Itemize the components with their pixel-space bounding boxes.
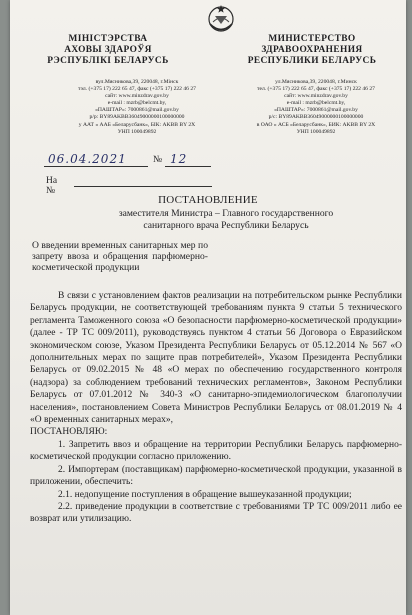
handwritten-number: 12 — [170, 152, 188, 166]
document-title: ПОСТАНОВЛЕНИЕ — [158, 194, 258, 206]
contact-line: УНП 100049892 — [296, 128, 336, 135]
paragraph-item-2: 2. Импортерам (поставщикам) парфюмерно-косметической продукции, указанной в приложении, обеспечить: — [30, 464, 402, 488]
org-line: МИНИСТЕРСТВО — [268, 34, 356, 44]
contact-line: в ОАО « АСБ «Беларусбанк», БИК: AKBB BY 2X — [256, 121, 376, 128]
on-number-line — [74, 186, 212, 187]
number-line — [165, 166, 211, 167]
number-sign: № — [153, 155, 163, 165]
contact-line: «ПАШТАР»: 7000861@mail.gov.by — [95, 107, 179, 114]
ministry-name-russian — [242, 34, 382, 67]
paragraph-item-1: 1. Запретить ввоз и обращение на территории Республики Беларусь парфюмерно-косметической продукции согласно приложению. — [30, 439, 402, 463]
org-line: РЕСПУБЛИКИ БЕЛАРУСЬ — [247, 56, 377, 66]
contact-line: сайт: www.minzdrav.gov.by — [105, 93, 169, 100]
org-line: АХОВЫ ЗДАРОЎЯ — [64, 45, 152, 55]
contact-line: тел. (+375 17) 222 65 47, факс (+375 17) 222 46 27 — [257, 86, 375, 93]
ministry-name-belarusian — [38, 34, 178, 67]
contact-line: УНП 100049892 — [117, 128, 157, 135]
paragraph-preamble: В связи с установлением фактов реализации на потребительском рынке Республики Беларусь продукции, не соответствующей требованиям пункта 9 статьи 5 технического регламента Таможенного союза «О безопасности парфюмерно-косметической продукции» (далее - ТР ТС 009/2011), руководствуясь пунктом 4 статьи 56 Договора о Евразийском экономическом союзе, Указом Президента Республики Беларусь от 05.12.2014 № 567 «О дополнительных мерах по защите прав потребителей», Указом Президента Республики Беларусь от 09.02.2015 № 48 «О мерах по обеспечению государственного контроля (надзора) за соблюдением требований технических регламентов», Законом Республики Беларусь от 07.01.2012 № 340-3 «О санитарно-эпидемиологическом благополучии населения», постановлением Совета Министров Республики Беларусь от 08.01.2019 № 4 «О временных санитарных мерах», — [30, 291, 402, 426]
contact-line: тэл. (+375 17) 222 65 47, факс (+375 17) 222 46 27 — [78, 86, 196, 93]
contact-line: «ПАШТАР»: 7000861@mail.gov.by — [274, 107, 358, 114]
contact-line: e-mail : mzrb@belcmt.by, — [107, 100, 167, 107]
contact-line: ул.Мясникова,39, 220048, г.Минск — [275, 79, 357, 85]
belarus-emblem-icon — [206, 4, 236, 36]
document-body — [30, 290, 402, 526]
document-page — [10, 0, 406, 615]
paragraph-decree: ПОСТАНОВЛЯЮ: — [30, 427, 108, 438]
paragraph-item-2-2: 2.2. приведение продукции в соответствие с требованиями ТР ТС 009/2011 либо ее возврат или утилизацию. — [30, 501, 402, 525]
org-line: РЭСПУБЛІКІ БЕЛАРУСЬ — [47, 56, 169, 66]
on-number-label: На № — [46, 176, 58, 196]
contact-line: сайт: www.minzdrav.gov.by — [284, 93, 348, 100]
document-subtitle: заместителя Министра – Главного государственного санитарного врача Республики Беларусь — [118, 208, 334, 231]
contact-line: e-mail : mzrb@belcmt.by, — [286, 100, 346, 107]
contact-line: у ААТ « ААБ «Беларусбанк», БІК: AKBB BY 2X — [78, 121, 196, 128]
paragraph-item-2-1: 2.1. недопущение поступления в обращение вышеуказанной продукции; — [58, 489, 352, 500]
org-line: МІНІСТЭРСТВА — [68, 34, 148, 44]
org-line: ЗДРАВООХРАНЕНИЯ — [261, 45, 363, 55]
document-subject: О введении временных санитарных мер по запрету ввоза и обращения парфюмерно-косметической продукции — [32, 240, 208, 274]
contact-line: р/р: BY89AKBB36049000000100000000 — [89, 114, 185, 121]
handwritten-date: 06.04.2021 — [48, 152, 127, 166]
contacts-belarusian — [72, 79, 202, 136]
contact-line: р/с: BY89AKBB36049000000100000000 — [268, 114, 364, 121]
date-line — [44, 166, 148, 167]
contacts-russian — [242, 79, 390, 136]
contact-line: вул.Мясникова,39, 220048, г.Мінск — [95, 79, 179, 85]
